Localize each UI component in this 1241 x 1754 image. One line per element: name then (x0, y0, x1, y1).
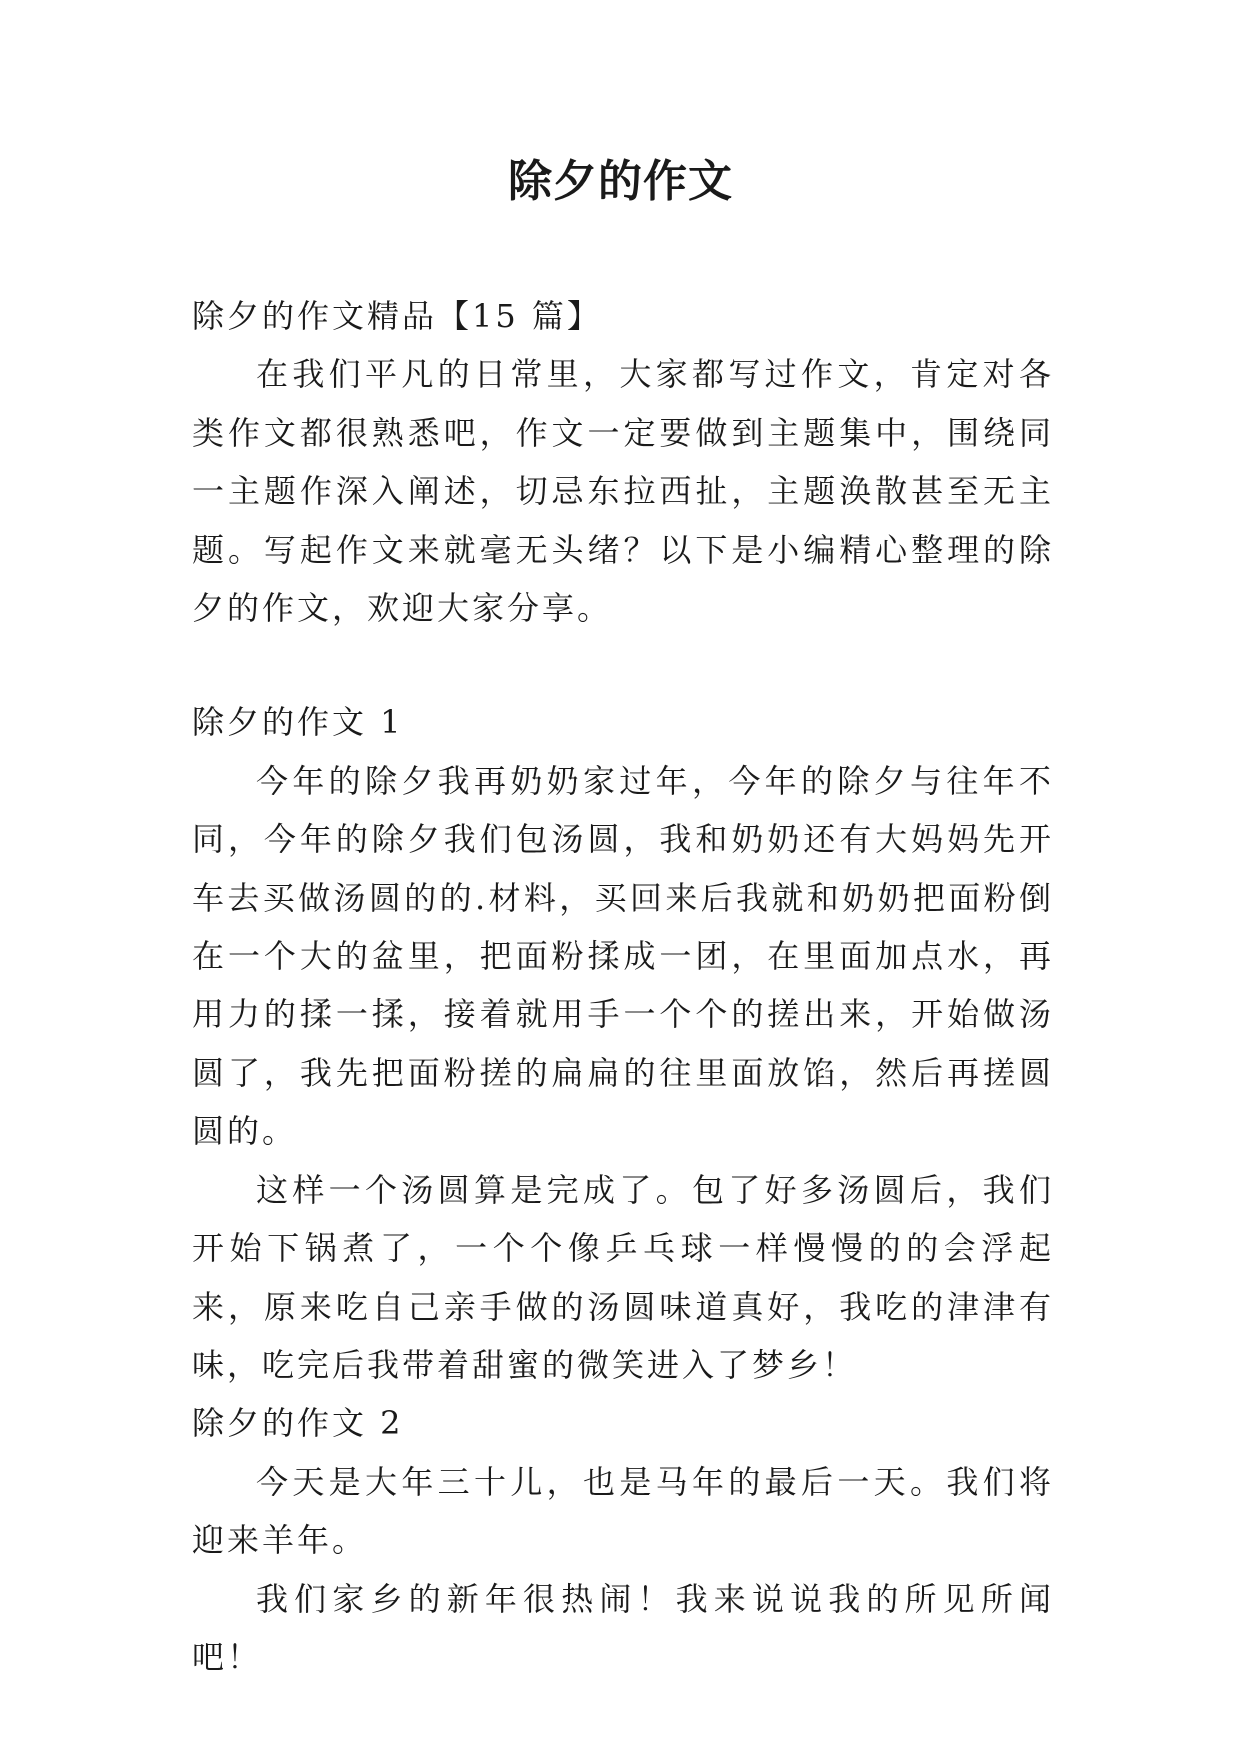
section-spacer (192, 637, 1054, 693)
intro-paragraph: 在我们平凡的日常里，大家都写过作文，肯定对各类作文都很熟悉吧，作文一定要做到主题集中，围绕同一主题作深入阐述，切忌东拉西扯，主题涣散甚至无主题。写起作文来就毫无头绪？以下是小编精心整理的除夕的作文，欢迎大家分享。 (192, 355, 1054, 628)
section-1-paragraph-1: 今年的除夕我再奶奶家过年，今年的除夕与往年不同，今年的除夕我们包汤圆，我和奶奶还有大妈妈先开车去买做汤圆的的.材料，买回来后我就和奶奶把面粉倒在一个大的盆里，把面粉揉成一团，在里面加点水，再用力的揉一揉，接着就用手一个个的搓出来，开始做汤圆了，我先把面粉搓的扁扁的往里面放馅，然后再搓圆圆的。 (192, 761, 1054, 1151)
document-body (192, 287, 1054, 1686)
document-title: 除夕的作文 (508, 156, 733, 207)
section-heading-2: 除夕的作文 2 (192, 1404, 404, 1443)
section-2-paragraph-2: 我们家乡的新年很热闹！我来说说我的所见所闻吧！ (192, 1579, 1054, 1676)
section-2-paragraph-1: 今天是大年三十儿，也是马年的最后一天。我们将迎来羊年。 (192, 1462, 1054, 1560)
section-heading-1: 除夕的作文 1 (192, 703, 404, 742)
section-1-paragraph-2: 这样一个汤圆算是完成了。包了好多汤圆后，我们开始下锅煮了，一个个像乒乓球一样慢慢的的会浮起来，原来吃自己亲手做的汤圆味道真好，我吃的津津有味，吃完后我带着甜蜜的微笑进入了梦乡！ (192, 1170, 1054, 1384)
subtitle: 除夕的作文精品【15 篇】 (192, 297, 602, 335)
